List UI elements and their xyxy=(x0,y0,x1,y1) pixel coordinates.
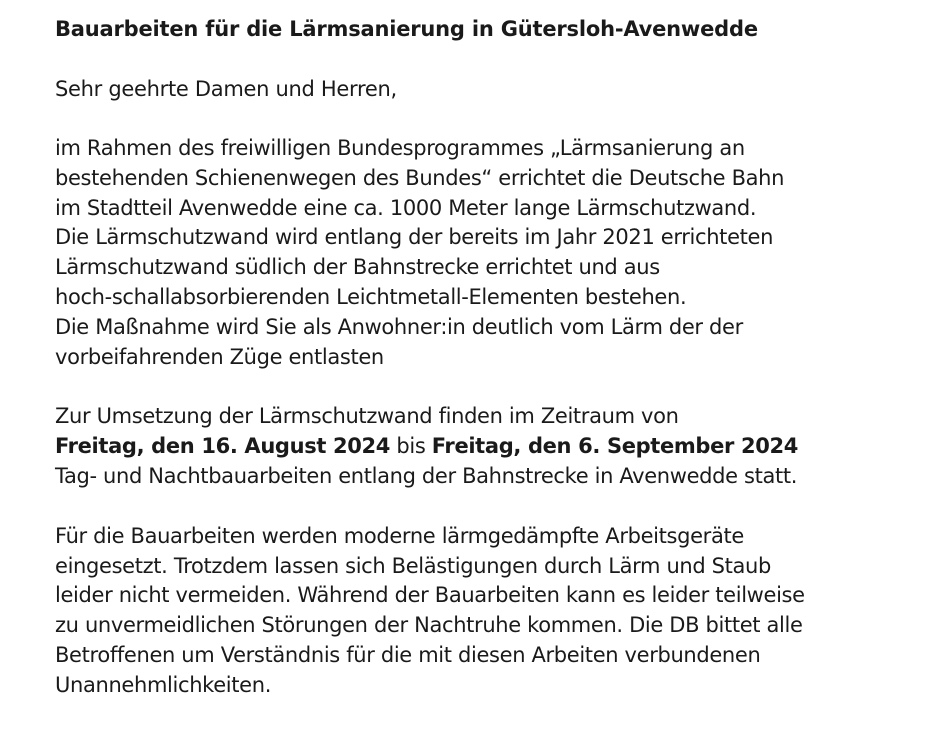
paragraph-line: Betroffenen um Verständnis für die mit diesen Arbeiten verbundenen xyxy=(55,642,761,667)
paragraph-disturbance-notice xyxy=(55,522,916,701)
start-date: Freitag, den 16. August 2024 xyxy=(55,434,391,459)
paragraph-line: eingesetzt. Trotzdem lassen sich Belästigungen durch Lärm und Staub xyxy=(55,553,771,578)
paragraph-line: vorbeifahrenden Züge entlasten xyxy=(55,344,384,369)
paragraph-line: Die Lärmschutzwand wird entlang der bereits im Jahr 2021 errichteten xyxy=(55,225,774,250)
paragraph-line: bestehenden Schienenwegen des Bundes“ errichtet die Deutsche Bahn xyxy=(55,165,785,190)
paragraph-line: leider nicht vermeiden. Während der Bauarbeiten kann es leider teilweise xyxy=(55,583,805,608)
date-connector: bis xyxy=(390,434,432,459)
paragraph-noise-barrier-intro xyxy=(55,134,916,372)
paragraph-line: im Stadtteil Avenwedde eine ca. 1000 Meter lange Lärmschutzwand. xyxy=(55,195,757,220)
paragraph-line: Die Maßnahme wird Sie als Anwohner:in deutlich vom Lärm der der xyxy=(55,314,743,339)
paragraph-line: hoch-schallabsorbierenden Leichtmetall-Elementen bestehen. xyxy=(55,284,687,309)
paragraph-line: Tag- und Nachtbauarbeiten entlang der Bahnstrecke in Avenwedde statt. xyxy=(55,463,798,488)
paragraph-line: Für die Bauarbeiten werden moderne lärmgedämpfte Arbeitsgeräte xyxy=(55,523,744,548)
paragraph-line: Lärmschutzwand südlich der Bahnstrecke errichtet und aus xyxy=(55,255,660,280)
greeting: Sehr geehrte Damen und Herren, xyxy=(55,77,397,101)
end-date: Freitag, den 6. September 2024 xyxy=(431,434,798,459)
paragraph-schedule xyxy=(55,402,916,491)
paragraph-line: Zur Umsetzung der Lärmschutzwand finden im Zeitraum von xyxy=(55,404,679,429)
paragraph-line: Unannehmlichkeiten. xyxy=(55,672,272,697)
paragraph-line: im Rahmen des freiwilligen Bundesprogrammes „Lärmsanierung an xyxy=(55,136,745,160)
document-title: Bauarbeiten für die Lärmsanierung in Gütersloh-Avenwedde xyxy=(55,17,758,41)
paragraph-line: zu unvermeidlichen Störungen der Nachtruhe kommen. Die DB bittet alle xyxy=(55,613,803,638)
date-range-line xyxy=(55,432,916,462)
